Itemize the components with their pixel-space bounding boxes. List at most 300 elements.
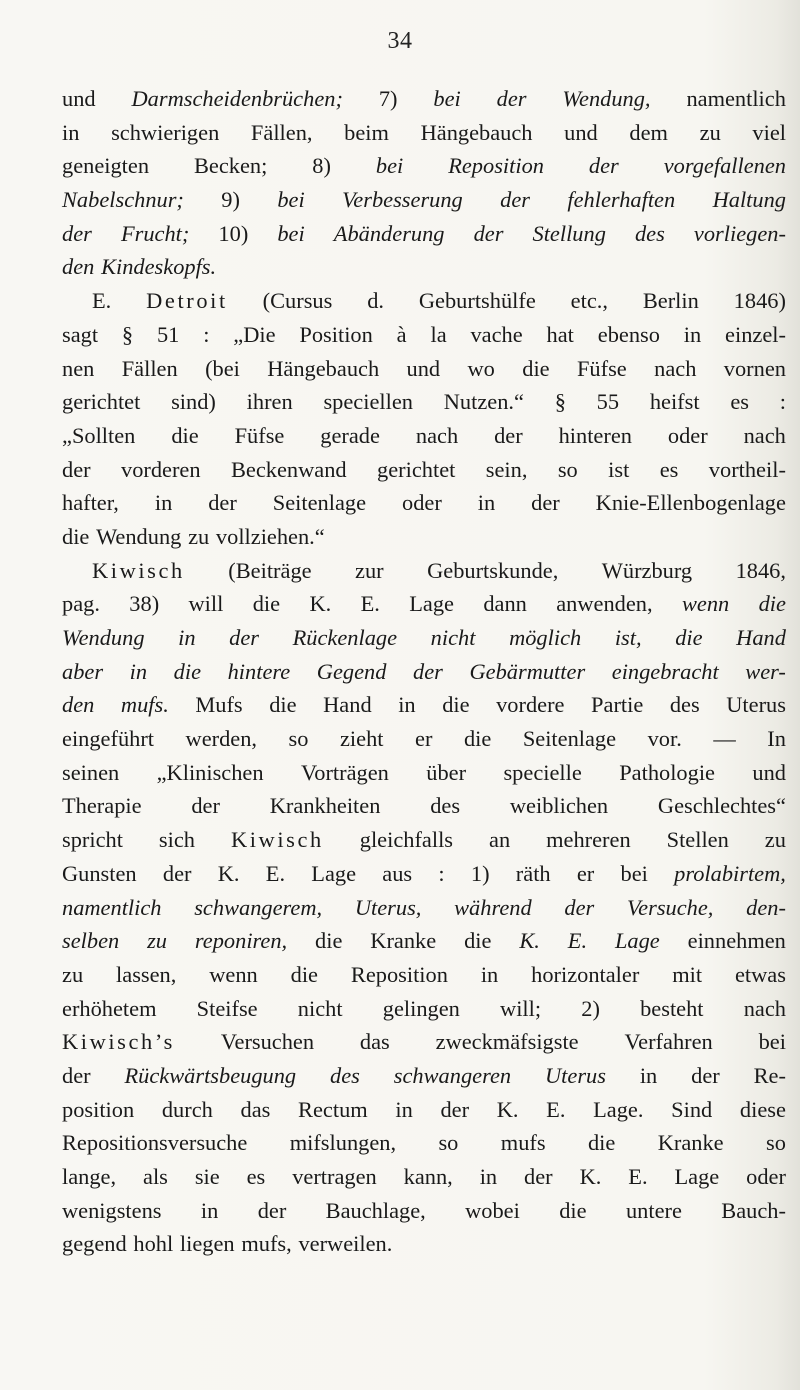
word: geneigten: [62, 153, 150, 179]
word: Geburtskunde,: [427, 557, 559, 583]
word: und: [62, 86, 96, 111]
word: liegen: [179, 1231, 235, 1257]
word: bei: [620, 860, 648, 886]
word: 9): [221, 187, 240, 213]
word: vertragen: [292, 1164, 377, 1189]
word: einzel-: [725, 321, 786, 347]
word: Rückwärtsbeugung: [124, 1062, 297, 1088]
word: der: [62, 1062, 91, 1088]
text-line: [62, 116, 786, 150]
text-line: [62, 722, 786, 756]
word: Lage.: [593, 1096, 644, 1122]
text-line: [62, 385, 786, 419]
word: (Beiträge: [228, 557, 312, 583]
text-line: [62, 183, 786, 217]
word: E.: [265, 860, 286, 886]
text-line: [62, 789, 786, 823]
word: Steifse: [196, 995, 258, 1021]
word: seinen: [62, 759, 120, 785]
word: in: [129, 658, 148, 684]
word: Hängebauch: [267, 355, 380, 381]
word: Verfahren: [624, 1029, 713, 1055]
word: wenn: [209, 961, 258, 987]
text-line: [62, 250, 786, 284]
word: möglich: [509, 625, 582, 650]
word: die: [269, 692, 297, 718]
word: die: [62, 523, 90, 549]
word: Hand: [736, 625, 786, 650]
word: wobei: [465, 1197, 520, 1223]
word: bei: [758, 1029, 786, 1055]
word: aber: [62, 658, 104, 684]
word: nen: [62, 355, 95, 381]
word: beim: [344, 119, 389, 145]
word: das: [240, 1096, 271, 1122]
word: Lage: [311, 860, 357, 886]
word: die: [758, 591, 786, 617]
word: mufs,: [241, 1231, 292, 1257]
word: die: [522, 355, 550, 381]
word: die: [559, 1197, 587, 1223]
page-number: 34: [387, 28, 413, 54]
word: die: [173, 658, 202, 684]
word: schwangerem,: [194, 894, 323, 920]
word: sie: [194, 1164, 220, 1189]
word: lange,: [62, 1164, 117, 1189]
word: K.: [309, 591, 332, 617]
word: in: [395, 1096, 413, 1122]
word: und: [406, 355, 441, 381]
word: Hängebauch: [420, 119, 533, 145]
word: Lage: [409, 591, 454, 617]
word: gleichfalls: [359, 827, 454, 853]
word: Gebärmutter: [469, 658, 586, 684]
word: der: [191, 793, 220, 819]
text-line: [62, 352, 786, 386]
word: eingeführt: [62, 726, 155, 752]
word: E.: [567, 928, 588, 954]
word: 7): [378, 86, 398, 111]
word: der: [588, 153, 619, 179]
word: K.: [217, 860, 240, 886]
word: Fällen: [121, 355, 178, 381]
word: wo: [467, 355, 495, 381]
word: den: [62, 254, 95, 280]
word: Mufs: [195, 692, 243, 718]
word: mifslungen,: [289, 1130, 397, 1156]
word: „Sollten: [62, 422, 136, 448]
word: zu: [699, 119, 721, 145]
word: bei: [375, 153, 404, 179]
word: 1846): [733, 288, 786, 314]
word: in: [62, 119, 80, 145]
word: als: [143, 1164, 168, 1189]
word: der: [62, 220, 92, 246]
word: Hand: [323, 692, 372, 718]
text-line: [62, 486, 786, 520]
word: :: [438, 860, 445, 886]
word: untere: [625, 1197, 682, 1223]
word: mehreren: [546, 827, 631, 853]
word: ist: [608, 456, 630, 482]
word: der: [440, 1096, 470, 1122]
word: es: [246, 1164, 266, 1189]
word: hinteren: [558, 422, 632, 448]
word: Fällen,: [250, 119, 313, 145]
word: :: [203, 321, 210, 347]
text-line: [62, 992, 786, 1026]
word: über: [426, 759, 467, 785]
word: Versuche,: [626, 894, 714, 920]
word: Geburtshülfe: [418, 288, 536, 314]
word: Seitenlage: [272, 490, 367, 516]
text-line: [62, 217, 786, 251]
word: der: [413, 658, 443, 684]
text-line: [62, 587, 786, 621]
word: heifst: [649, 389, 700, 415]
word: diese: [739, 1096, 786, 1122]
word: nach: [415, 422, 459, 448]
text-line: [62, 688, 786, 722]
word: der: [473, 220, 504, 246]
word: à: [396, 321, 407, 347]
word: —: [713, 726, 736, 752]
text-line: [62, 857, 786, 891]
text-line: [62, 453, 786, 487]
text-line: [62, 924, 786, 958]
text-line: [62, 756, 786, 790]
text-line: [62, 1227, 786, 1261]
word: E.: [92, 288, 112, 314]
text-line: [62, 149, 786, 183]
word: sind): [171, 389, 216, 415]
word: K.: [579, 1164, 602, 1189]
word: oder: [746, 1164, 786, 1189]
word: die: [463, 726, 492, 752]
text-line: [62, 1126, 786, 1160]
word: Frucht;: [120, 220, 190, 246]
word: In: [767, 726, 786, 752]
word: sagt: [62, 321, 99, 347]
word: Stellen: [666, 827, 729, 853]
word: räth: [515, 860, 551, 886]
word: vorliegen-: [693, 220, 786, 246]
word: eingebracht: [611, 658, 719, 684]
word: der: [531, 490, 560, 516]
word: spricht: [62, 827, 123, 853]
word: der: [208, 490, 237, 516]
word: der: [500, 187, 530, 213]
word: Nabelschnur;: [62, 187, 184, 213]
word: der: [229, 625, 260, 650]
word: kann,: [403, 1164, 453, 1189]
word: gerichtet: [62, 389, 141, 415]
word: aus: [382, 860, 413, 886]
word: in: [639, 1062, 658, 1088]
word: Haltung: [712, 187, 786, 213]
word: Stellung: [532, 220, 606, 246]
word: der: [496, 86, 527, 111]
word: hintere: [227, 658, 291, 684]
word: wenn: [681, 591, 730, 617]
word: E.: [360, 591, 380, 617]
word: nach: [654, 355, 697, 381]
word: dann: [483, 591, 527, 617]
body-text: [62, 82, 786, 1261]
word: Partie: [591, 692, 644, 718]
word: so: [766, 1130, 786, 1156]
word: prolabirtem,: [674, 860, 786, 886]
word: die: [290, 961, 318, 987]
word: das: [359, 1029, 390, 1055]
text-line: [62, 82, 786, 116]
word: Sind: [671, 1096, 713, 1122]
word: in: [479, 1164, 498, 1189]
word: Beckenwand: [230, 456, 347, 482]
word: der: [524, 1164, 553, 1189]
word: so: [557, 456, 578, 482]
word: Pathologie: [619, 759, 715, 785]
word: Bauchlage,: [325, 1197, 426, 1223]
word: dem: [629, 119, 668, 145]
word: Würzburg: [601, 557, 693, 583]
word: zu: [62, 961, 84, 987]
word: vortheil-: [708, 456, 786, 482]
word: pag.: [62, 591, 100, 617]
text-line: [62, 1160, 786, 1194]
text-line: [62, 1194, 786, 1228]
word: Position: [299, 321, 373, 347]
word: d.: [367, 288, 384, 314]
word: vorgefallenen: [663, 153, 786, 179]
text-line: [62, 891, 786, 925]
word: vor.: [647, 726, 682, 752]
word: zieht: [339, 726, 384, 752]
word: der: [494, 422, 523, 448]
word: die: [464, 928, 492, 954]
word: E.: [546, 1096, 566, 1122]
word: la: [430, 321, 447, 347]
word: und: [752, 759, 786, 785]
word: die: [252, 591, 281, 617]
word: 8): [312, 153, 331, 179]
word: die: [315, 928, 343, 954]
word: hohl: [133, 1231, 174, 1257]
word: Rückenlage: [292, 625, 398, 650]
word: besteht: [640, 995, 704, 1021]
word: Repositionsversuche: [62, 1130, 248, 1156]
word: will;: [500, 995, 542, 1021]
word: etwas: [734, 961, 786, 987]
word: es: [730, 389, 749, 415]
word: will: [188, 591, 224, 617]
word: und: [564, 119, 598, 145]
word: reponiren,: [194, 928, 288, 954]
word: der: [62, 456, 91, 482]
word: wer-: [745, 658, 786, 684]
word: Lage: [674, 1164, 720, 1189]
text-line: [62, 318, 786, 352]
word: gerichtet: [377, 456, 456, 482]
word: er: [415, 726, 433, 752]
word: der: [564, 894, 595, 920]
word: Gegend: [316, 658, 387, 684]
word: Darmscheidenbrüchen;: [131, 86, 343, 111]
word: schwierigen: [111, 119, 220, 145]
word: Füfse: [234, 422, 285, 448]
text-line: [62, 284, 786, 318]
word: den: [62, 692, 95, 718]
word: lassen,: [116, 961, 177, 987]
word: (Cursus: [262, 288, 333, 314]
word: es: [659, 456, 679, 482]
word: nicht: [430, 625, 476, 650]
word: Reposition: [350, 961, 448, 987]
text-line: [62, 520, 786, 554]
text-line: [62, 419, 786, 453]
word: nach: [743, 995, 786, 1021]
word: bei: [277, 220, 305, 246]
word: Krankheiten: [269, 793, 381, 819]
word: vorderen: [121, 456, 201, 482]
word: Bauch-: [721, 1197, 786, 1223]
word: gerade: [320, 422, 380, 448]
word: hafter,: [62, 490, 119, 516]
word: etc.,: [570, 288, 608, 314]
word: wenigstens: [62, 1197, 162, 1223]
word: Lage: [614, 928, 660, 954]
text-line: [62, 621, 786, 655]
text-line: [62, 823, 786, 857]
word: gelingen: [382, 995, 460, 1021]
word: 55: [596, 389, 620, 415]
word: die: [675, 625, 703, 650]
word: vache: [470, 321, 523, 347]
text-line: [62, 1025, 786, 1059]
word: erhöhetem: [62, 995, 157, 1021]
word: §: [554, 389, 566, 415]
word: mufs.: [120, 692, 169, 718]
text-line: [62, 1093, 786, 1127]
word: des: [669, 692, 700, 718]
word: werden,: [185, 726, 258, 752]
word: Kiwisch: [92, 557, 185, 583]
text-line: [62, 554, 786, 588]
word: 10): [218, 220, 249, 246]
word: während: [454, 894, 532, 920]
word: fehlerhaften: [567, 187, 676, 213]
word: des: [634, 220, 665, 246]
word: Wendung: [62, 625, 145, 650]
word: speciellen: [323, 389, 413, 415]
word: der: [691, 1062, 720, 1088]
word: in: [683, 321, 702, 347]
word: die: [442, 692, 470, 718]
word: er: [576, 860, 595, 886]
word: 38): [129, 591, 160, 617]
word: namentlich: [686, 86, 786, 111]
word: Uterus,: [354, 894, 422, 920]
word: Gunsten: [62, 860, 137, 886]
word: Re-: [753, 1062, 786, 1088]
word: in: [477, 490, 496, 516]
word: (bei: [205, 355, 240, 381]
word: mufs: [500, 1130, 546, 1156]
word: des: [430, 793, 461, 819]
word: bei: [277, 187, 305, 213]
word: Berlin: [642, 288, 699, 314]
word: Knie-Ellenbogenlage: [595, 490, 786, 516]
word: in: [480, 961, 499, 987]
word: in: [154, 490, 173, 516]
word: mit: [672, 961, 703, 987]
word: K.: [519, 928, 540, 954]
word: hat: [546, 321, 574, 347]
word: den-: [746, 894, 786, 920]
word: der: [162, 860, 192, 886]
word: horizontaler: [531, 961, 640, 987]
word: zu: [764, 827, 786, 853]
word: Rectum: [298, 1096, 368, 1122]
word: die: [171, 422, 199, 448]
text-line: [62, 958, 786, 992]
word: zu: [188, 523, 210, 549]
word: anwenden,: [556, 591, 653, 617]
word: schwangeren: [393, 1062, 512, 1088]
word: sich: [158, 827, 195, 853]
word: Füfse: [576, 355, 627, 381]
word: position: [62, 1096, 135, 1122]
word: Detroit: [146, 288, 228, 314]
word: Seitenlage: [522, 726, 617, 752]
word: nicht: [297, 995, 343, 1021]
word: 2): [581, 995, 600, 1021]
word: zu: [147, 928, 168, 954]
word: so: [288, 726, 309, 752]
word: Becken;: [193, 153, 268, 179]
word: vollziehen.“: [215, 523, 325, 549]
word: §: [121, 321, 134, 347]
word: K.: [496, 1096, 519, 1122]
word: die: [587, 1130, 616, 1156]
word: Kranke: [657, 1130, 724, 1156]
word: einnehmen: [687, 928, 786, 954]
text-line: [62, 1059, 786, 1093]
word: des: [330, 1062, 360, 1088]
word: in: [178, 625, 196, 650]
word: an: [489, 827, 511, 853]
word: Uterus: [726, 692, 786, 718]
word: Therapie: [62, 793, 142, 819]
word: specielle: [503, 759, 582, 785]
word: oder: [667, 422, 708, 448]
word: Vorträgen: [300, 759, 389, 785]
word: Reposition: [448, 153, 544, 179]
word: 1): [470, 860, 490, 886]
word: bei: [433, 86, 461, 111]
word: „Die: [233, 321, 276, 347]
word: viel: [752, 119, 786, 145]
word: weiblichen: [509, 793, 609, 819]
word: Wendung: [96, 523, 182, 549]
word: 51: [156, 321, 180, 347]
word: ebenso: [597, 321, 660, 347]
word: zweckmäfsigste: [435, 1029, 579, 1055]
word: vornen: [723, 355, 786, 381]
word: Kranke: [370, 928, 437, 954]
word: nach: [743, 422, 786, 448]
word: namentlich: [62, 894, 162, 920]
